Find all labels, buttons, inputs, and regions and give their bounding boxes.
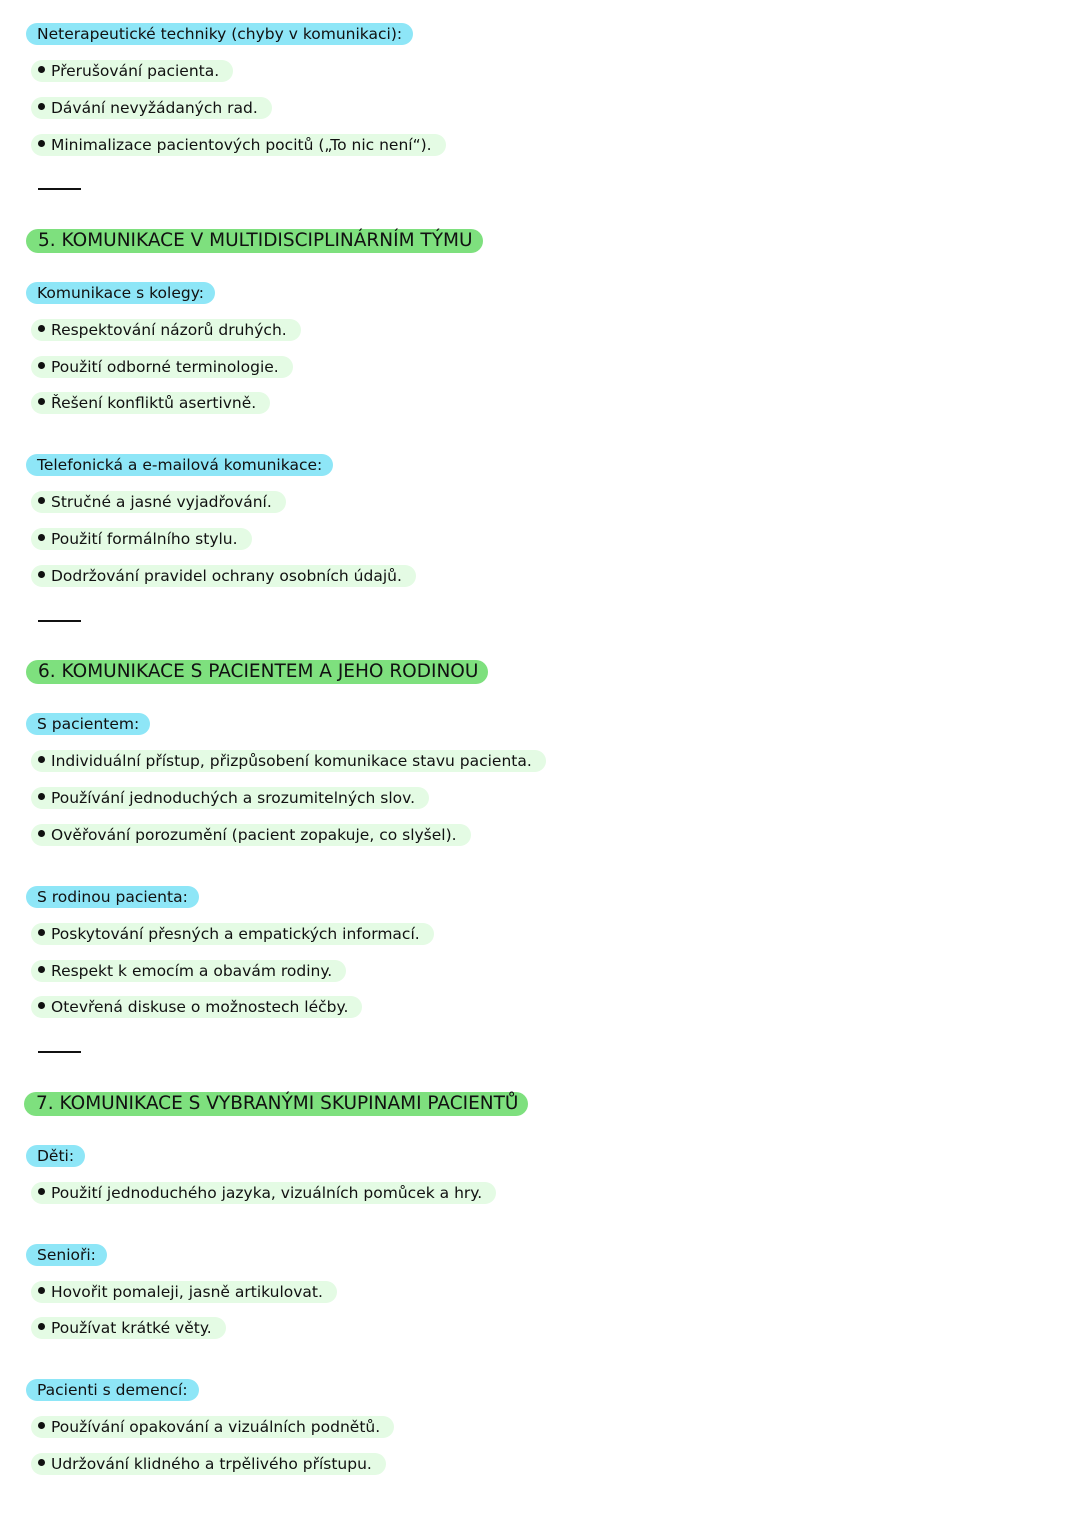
section-separator: [38, 620, 81, 622]
list-item: [31, 923, 434, 945]
section-separator: [38, 1051, 81, 1053]
subheading-seniors: Senioři:: [26, 1244, 107, 1266]
list-item: [31, 60, 233, 82]
list-item-text: Udržování klidného a trpělivého přístupu.: [51, 1455, 372, 1473]
bullet-dot: [38, 140, 45, 147]
bullet-dot: [38, 325, 45, 332]
bullet-dot: [38, 1323, 45, 1330]
list-item-text: Řešení konfliktů asertivně.: [51, 394, 257, 412]
list-item: [31, 565, 416, 587]
list-item-text: Používat krátké věty.: [51, 1319, 212, 1337]
bullet-dot: [38, 571, 45, 578]
list-item: [31, 1317, 226, 1339]
bullet-dot: [38, 1422, 45, 1429]
list-item-text: Ověřování porozumění (pacient zopakuje, co slyšel).: [51, 826, 457, 844]
bullet-dot: [38, 362, 45, 369]
list-item-text: Používání opakování a vizuálních podnětů.: [51, 1418, 381, 1436]
list-item: [31, 356, 293, 378]
list-item: [31, 491, 286, 513]
bullet-dot: [38, 929, 45, 936]
bullet-dot: [38, 830, 45, 837]
list-item-text: Stručné a jasné vyjadřování.: [51, 493, 272, 511]
bullet-dot: [38, 1188, 45, 1195]
subheading-nontherapeutic-techniques: Neterapeutické techniky (chyby v komunikaci):: [26, 23, 413, 45]
list-item: [31, 392, 270, 414]
section-heading-7: 7. KOMUNIKACE S VYBRANÝMI SKUPINAMI PACIENTŮ: [24, 1092, 528, 1116]
subheading-phone-email: Telefonická a e-mailová komunikace:: [26, 454, 333, 476]
bullet-dot: [38, 534, 45, 541]
list-item-text: Individuální přístup, přizpůsobení komunikace stavu pacienta.: [51, 752, 532, 770]
list-item-text: Použití jednoduchého jazyka, vizuálních pomůcek a hry.: [51, 1184, 483, 1202]
list-item: [31, 960, 346, 982]
list-item-text: Otevřená diskuse o možnostech léčby.: [51, 998, 349, 1016]
list-item: [31, 528, 252, 550]
bullet-dot: [38, 793, 45, 800]
list-item-text: Respekt k emocím a obavám rodiny.: [51, 962, 333, 980]
list-item-text: Použití formálního stylu.: [51, 530, 238, 548]
subheading-colleagues: Komunikace s kolegy:: [26, 282, 215, 304]
bullet-dot: [38, 398, 45, 405]
bullet-dot: [38, 1459, 45, 1466]
list-item: [31, 1453, 386, 1475]
section-heading-5: 5. KOMUNIKACE V MULTIDISCIPLINÁRNÍM TÝMU: [26, 229, 483, 253]
list-item: [31, 97, 272, 119]
list-item-text: Poskytování přesných a empatických informací.: [51, 925, 420, 943]
list-item-text: Dávání nevyžádaných rad.: [51, 99, 258, 117]
bullet-dot: [38, 1002, 45, 1009]
bullet-dot: [38, 966, 45, 973]
bullet-dot: [38, 103, 45, 110]
list-item-text: Přerušování pacienta.: [51, 62, 220, 80]
list-item: [31, 787, 429, 809]
list-item-text: Hovořit pomaleji, jasně artikulovat.: [51, 1283, 323, 1301]
list-item: [31, 1416, 394, 1438]
list-item: [31, 750, 546, 772]
bullet-dot: [38, 1287, 45, 1294]
list-item-text: Používání jednoduchých a srozumitelných slov.: [51, 789, 416, 807]
bullet-dot: [38, 497, 45, 504]
list-item: [31, 319, 301, 341]
list-item-text: Respektování názorů druhých.: [51, 321, 287, 339]
section-separator: [38, 188, 81, 190]
list-item: [31, 1281, 337, 1303]
subheading-with-patient: S pacientem:: [26, 713, 150, 735]
subheading-dementia: Pacienti s demencí:: [26, 1379, 199, 1401]
subheading-children: Děti:: [26, 1145, 85, 1167]
list-item: [31, 134, 446, 156]
list-item: [31, 1182, 496, 1204]
subheading-with-family: S rodinou pacienta:: [26, 886, 199, 908]
bullet-dot: [38, 756, 45, 763]
section-heading-6: 6. KOMUNIKACE S PACIENTEM A JEHO RODINOU: [26, 660, 488, 684]
list-item-text: Minimalizace pacientových pocitů („To nic není“).: [51, 136, 432, 154]
list-item-text: Použití odborné terminologie.: [51, 358, 279, 376]
list-item: [31, 996, 362, 1018]
list-item-text: Dodržování pravidel ochrany osobních údajů.: [51, 567, 402, 585]
list-item: [31, 824, 471, 846]
bullet-dot: [38, 66, 45, 73]
